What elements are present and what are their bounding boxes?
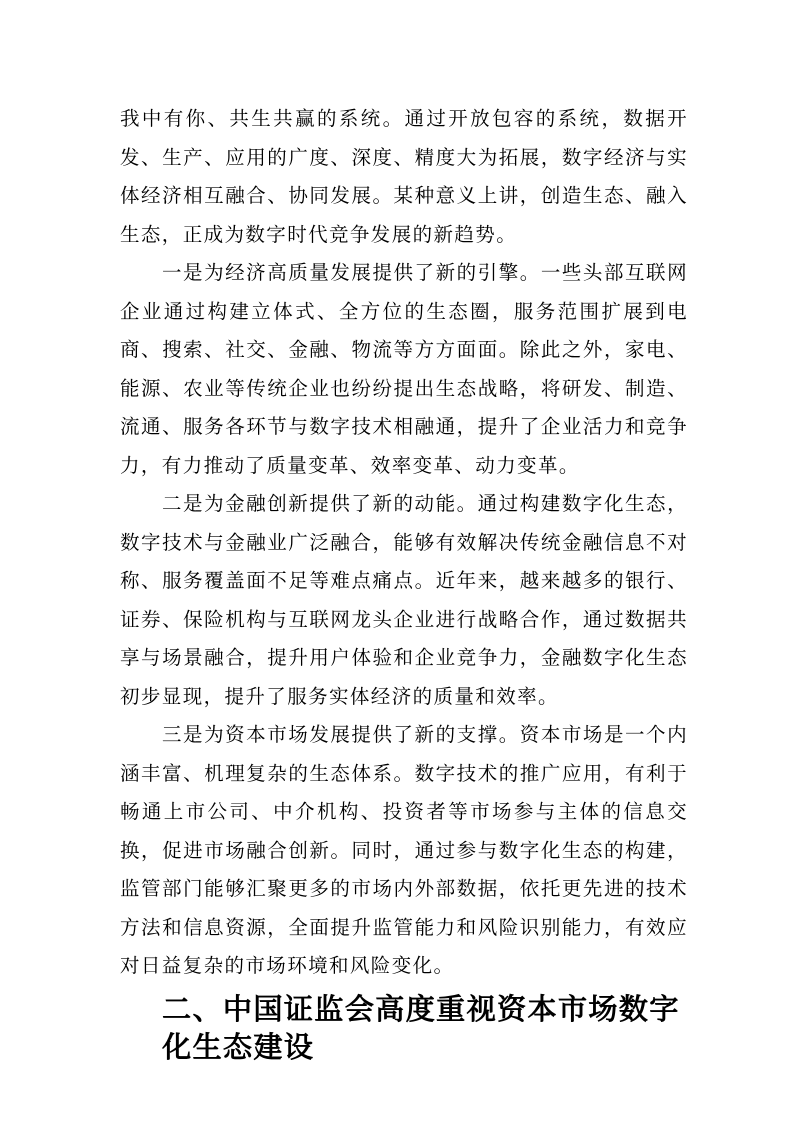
paragraph-text: 资本市场是一个内涵丰富、机理复杂的生态体系。数字技术的推广应用，有利于畅通上市公司、中介机构、投资者等市场参与主体的信息交换，促进市场融合创新。同时，通过参与数字化生态的构建，监管部门能够汇聚更多的市场内外部数据，依托更先进的技术方法和信息资源，全面提升监管能力和风险识别能力，有效应对日益复杂的市场环境和风险变化。 — [120, 723, 688, 977]
section-heading: 二、中国证监会高度重视资本市场数字化生态建设 — [162, 991, 680, 1064]
paragraph-text: 我中有你、共生共赢的系统。通过开放包容的系统，数据开发、生产、应用的广度、深度、精度大为拓展，数字经济与实体经济相互融合、协同发展。某种意义上讲，创造生态、融入生态，正成为数字时代竞争发展的新趋势。 — [120, 107, 688, 246]
paragraph-economy-engine — [120, 254, 688, 485]
document-body — [120, 100, 688, 1067]
paragraph-lead: 二是为金融创新提供了新的动能。 — [162, 492, 478, 515]
paragraph-capital-market — [120, 716, 688, 986]
paragraph-lead: 一是为经济高质量发展提供了新的引擎。 — [162, 261, 541, 284]
paragraph-text: 一些头部互联网企业通过构建立体式、全方位的生态圈，服务范围扩展到电商、搜索、社交、金融、物流等方方面面。除此之外，家电、能源、农业等传统企业也纷纷提出生态战略，将研发、制造、流通、服务各环节与数字技术相融通，提升了企业活力和竞争力，有力推动了质量变革、效率变革、动力变革。 — [120, 261, 688, 477]
paragraph-text: 通过构建数字化生态，数字技术与金融业广泛融合，能够有效解决传统金融信息不对称、服务覆盖面不足等难点痛点。近年来，越来越多的银行、证券、保险机构与互联网龙头企业进行战略合作，通过数据共享与场景融合，提升用户体验和企业竞争力，金融数字化生态初步显现，提升了服务实体经济的质量和效率。 — [120, 492, 688, 708]
paragraph-continuation — [120, 100, 688, 254]
paragraph-financial-innovation — [120, 485, 688, 716]
paragraph-lead: 三是为资本市场发展提供了新的支撑。 — [162, 723, 520, 746]
